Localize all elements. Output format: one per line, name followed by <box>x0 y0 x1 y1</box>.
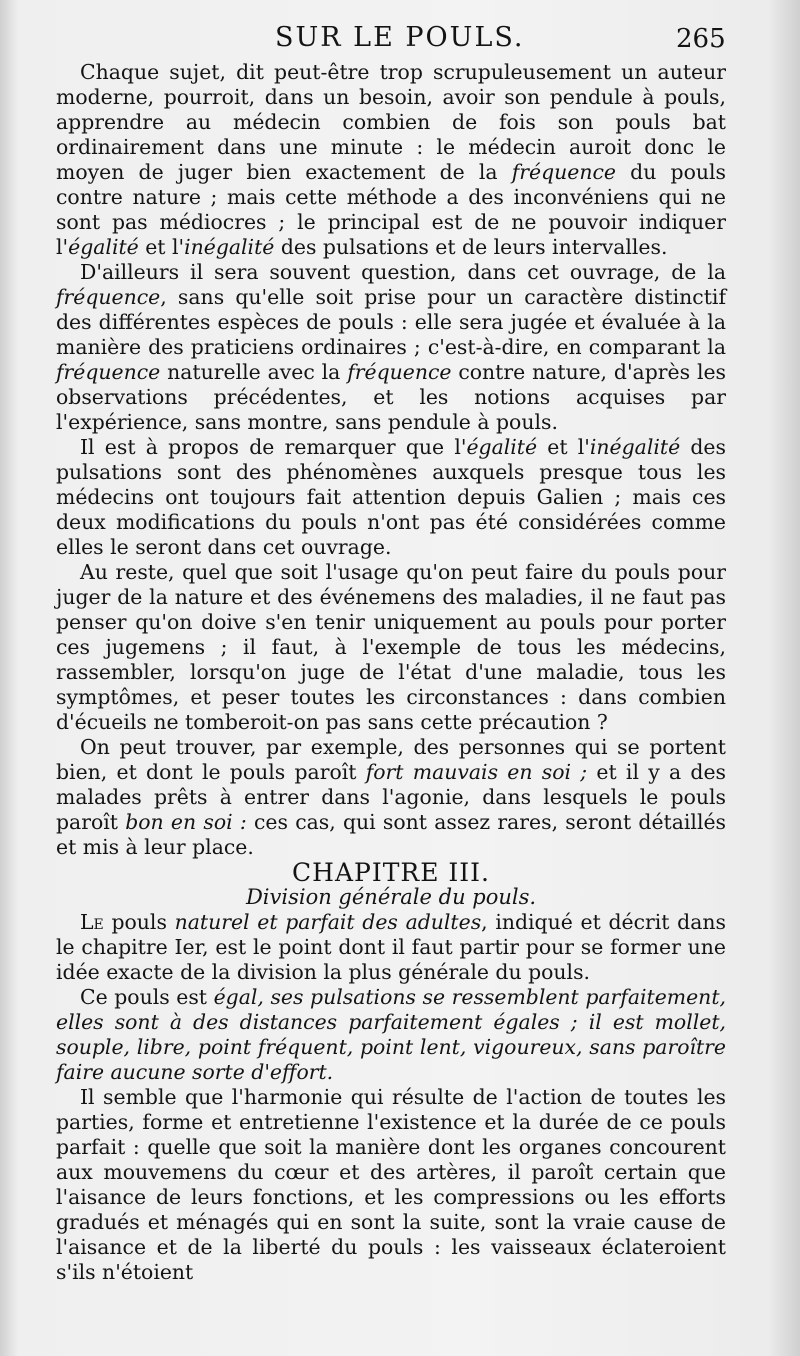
paragraph-8: Il semble que l'harmonie qui résulte de l'action de toutes les parties, forme et entretienne l'existence et la durée de ce pouls parfait : quelle que soit la manière dont les organes concourent aux mouvemens du cœur et des artères, il paroît certain que l'aisance de leurs fonctions, et les compressions ou les efforts gradués et ménagés qui en sont la suite, sont la vraie cause de l'aisance et de la liberté du pouls : les vaisseaux éclateroient s'ils n'étoient <box>56 1085 726 1284</box>
paragraph-5: On peut trouver, par exemple, des personnes qui se portent bien, et dont le pouls paroît fort mauvais en soi ; et il y a des malades prêts à entrer dans l'agonie, dans lesquels le pouls paroît bon en soi : ces cas, qui sont assez rares, seront détaillés et mis à leur place. <box>56 735 726 859</box>
paragraph-2: D'ailleurs il sera souvent question, dans cet ouvrage, de la fréquence, sans qu'elle soit prise pour un caractère distinctif des différentes espèces de pouls : elle sera jugée et évaluée à la manière des praticiens ordinaires ; c'est-à-dire, en comparant la fréquence naturelle avec la fréquence contre nature, d'après les observations précédentes, et les notions acquises par l'expérience, sans montre, sans pendule à pouls. <box>56 260 726 434</box>
page-body <box>56 60 726 1285</box>
paragraph-4: Au reste, quel que soit l'usage qu'on peut faire du pouls pour juger de la nature et des événemens des maladies, il ne faut pas penser qu'on doive s'en tenir uniquement au pouls pour porter ces jugemens ; il faut, à l'exemple de tous les médecins, rassembler, lorsqu'on juge de l'état d'une maladie, tous les symptômes, et peser toutes les circonstances : dans combien d'écueils ne tomberoit-on pas sans cette précaution ? <box>56 560 726 734</box>
paragraph-3: Il est à propos de remarquer que l'égalité et l'inégalité des pulsations sont des phénomènes auxquels presque tous les médecins ont toujours fait attention depuis Galien ; mais ces deux modifications du pouls n'ont pas été considérées comme elles le seront dans cet ouvrage. <box>56 435 726 559</box>
section-heading: Division générale du pouls. <box>245 885 537 909</box>
page-number: 265 <box>676 24 726 54</box>
paragraph-6: Le pouls naturel et parfait des adultes, indiqué et décrit dans le chapitre Ier, est le point dont il faut partir pour se former une idée exacte de la division la plus générale du pouls. <box>56 910 726 984</box>
paragraph-1: Chaque sujet, dit peut-être trop scrupuleusement un auteur moderne, pourroit, dans un besoin, avoir son pendule à pouls, apprendre au médecin combien de fois son pouls bat ordinairement dans une minute : le médecin auroit donc le moyen de juger bien exactement de la fréquence du pouls contre nature ; mais cette méthode a des inconvéniens qui ne sont pas médiocres ; le principal est de ne pouvoir indiquer l'égalité et l'inégalité des pulsations et de leurs intervalles. <box>56 60 726 259</box>
paragraph-7: Ce pouls est égal, ses pulsations se ressemblent parfaitement, elles sont à des distances parfaitement égales ; il est mollet, souple, libre, point fréquent, point lent, vigoureux, sans paroître faire aucune sorte d'effort. <box>56 985 726 1084</box>
running-header <box>0 18 800 58</box>
chapter-heading: CHAPITRE III. <box>292 858 490 887</box>
running-title: SUR LE POULS. <box>275 22 525 53</box>
